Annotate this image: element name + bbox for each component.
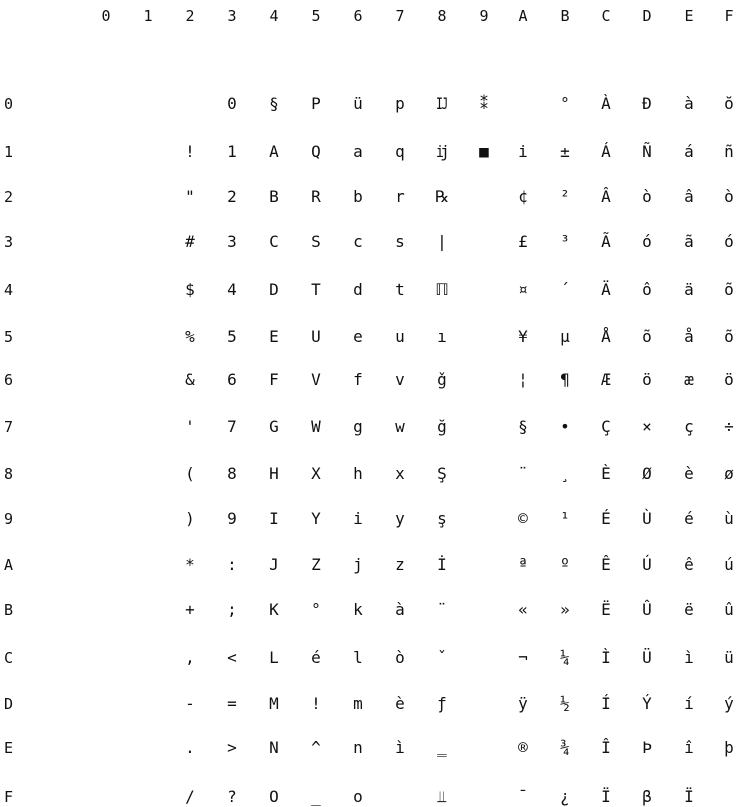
glyph-cell: Ø [642,464,652,483]
glyph-cell: » [560,600,570,619]
glyph-cell: Y [311,509,321,528]
column-header: 7 [395,7,405,25]
glyph-cell: Í [601,694,611,713]
glyph-cell [471,694,497,714]
glyph-cell: z [395,555,405,574]
glyph-cell: ! [185,142,195,161]
column-header: 8 [437,7,447,25]
glyph-cell: r [395,187,405,206]
glyph-cell: ¬ [518,648,528,667]
glyph-cell: j [353,555,363,574]
glyph-cell: F [269,370,279,389]
glyph-cell [471,187,497,207]
glyph-cell: Ú [642,555,652,574]
glyph-cell [471,327,497,347]
glyph-cell: J [269,555,279,574]
glyph-cell: İ [437,555,447,574]
glyph-cell: q [395,142,405,161]
glyph-cell: ù [724,509,734,528]
glyph-cell: ¼ [560,648,570,667]
glyph-cell [93,464,119,484]
glyph-cell: : [227,555,237,574]
glyph-cell: â [684,187,694,206]
glyph-cell [471,232,497,252]
glyph-cell: # [185,232,195,251]
glyph-cell: è [684,464,694,483]
glyph-cell: ò [395,648,405,667]
glyph-cell [716,787,742,807]
glyph-cell: 8 [227,464,237,483]
glyph-cell [93,327,119,347]
glyph-cell: e [353,327,363,346]
glyph-cell: 9 [227,509,237,528]
glyph-cell: Q [311,142,321,161]
glyph-cell: E [269,327,279,346]
glyph-cell: N [269,738,279,757]
glyph-cell: X [311,464,321,483]
glyph-cell: § [269,94,279,113]
row-header: F [4,788,14,806]
glyph-cell: 7 [227,417,237,436]
glyph-cell [471,555,497,575]
glyph-cell: R [311,187,321,206]
column-header: 5 [311,7,321,25]
glyph-cell: ° [311,600,321,619]
glyph-cell: v [395,370,405,389]
glyph-cell: - [185,694,195,713]
glyph-cell [135,600,161,620]
glyph-cell: ò [642,187,652,206]
glyph-cell [93,787,119,807]
glyph-cell: d [353,280,363,299]
glyph-cell [471,280,497,300]
glyph-cell: i [353,509,363,528]
glyph-cell: ó [724,232,734,251]
glyph-cell: | [437,232,447,251]
glyph-cell: H [269,464,279,483]
glyph-cell: ˇ [437,648,447,667]
glyph-cell: g [353,417,363,436]
glyph-cell: ⫫ [437,787,447,806]
glyph-cell: 5 [227,327,237,346]
glyph-cell: M [269,694,279,713]
glyph-cell: ö [724,370,734,389]
column-header: E [684,7,694,25]
column-header: D [642,7,652,25]
glyph-cell: ÿ [518,694,528,713]
glyph-cell [135,327,161,347]
glyph-cell [135,694,161,714]
glyph-cell: Ĳ [437,94,447,113]
glyph-cell: 3 [227,232,237,251]
glyph-cell: G [269,417,279,436]
glyph-cell: ö [642,370,652,389]
glyph-cell [510,94,536,114]
glyph-cell: 0 [227,94,237,113]
glyph-cell: « [518,600,528,619]
row-header: E [4,739,14,757]
glyph-cell: Þ [642,738,652,757]
glyph-cell [93,187,119,207]
glyph-cell: u [395,327,405,346]
glyph-cell: Ï [684,787,694,806]
glyph-cell: ñ [724,142,734,161]
glyph-cell: W [311,417,321,436]
glyph-cell: / [185,787,195,806]
glyph-cell: , [185,648,195,667]
glyph-cell: Ï [601,787,611,806]
glyph-cell: Æ [601,370,611,389]
glyph-cell: ó [642,232,652,251]
row-header: 4 [4,281,14,299]
row-header: 6 [4,371,14,389]
glyph-cell: Â [601,187,611,206]
glyph-cell: i [518,142,528,161]
glyph-cell [135,648,161,668]
glyph-cell [471,738,497,758]
glyph-cell [93,280,119,300]
glyph-cell: ℿ [435,280,449,299]
glyph-cell: ¸ [560,464,570,483]
column-header: 4 [269,7,279,25]
glyph-cell [471,648,497,668]
glyph-cell: Ì [601,648,611,667]
glyph-cell [135,232,161,252]
glyph-cell: x [395,464,405,483]
glyph-cell: ; [227,600,237,619]
row-header: 5 [4,328,14,346]
glyph-cell: ë [684,600,694,619]
glyph-cell [471,417,497,437]
row-header: 1 [4,143,14,161]
glyph-cell: S [311,232,321,251]
glyph-cell: . [185,738,195,757]
glyph-cell: í [684,694,694,713]
glyph-cell: ¿ [560,787,570,806]
glyph-cell: = [227,694,237,713]
glyph-cell: ú [724,555,734,574]
row-header: C [4,649,14,667]
row-header: 2 [4,188,14,206]
glyph-cell [471,370,497,390]
glyph-cell: Ü [642,648,652,667]
glyph-cell: Û [642,600,652,619]
glyph-cell: ¾ [560,738,570,757]
glyph-cell: þ [724,738,734,757]
glyph-cell [93,648,119,668]
glyph-cell: & [185,370,195,389]
glyph-cell: ¹ [560,509,570,528]
glyph-cell: É [601,509,611,528]
glyph-cell: Ã [601,232,611,251]
glyph-cell: à [684,94,694,113]
glyph-cell: × [642,417,652,436]
glyph-cell: V [311,370,321,389]
glyph-cell: ĳ [437,142,447,161]
glyph-cell [471,509,497,529]
glyph-cell: B [269,187,279,206]
glyph-cell: § [518,417,528,436]
glyph-cell [135,187,161,207]
glyph-cell: 4 [227,280,237,299]
glyph-cell: ǧ [437,370,447,389]
row-header: 7 [4,418,14,436]
glyph-cell: w [395,417,405,436]
glyph-cell: ⁑ [480,94,488,113]
glyph-cell: f [353,370,363,389]
glyph-cell [135,464,161,484]
glyph-cell: ¨ [437,600,447,619]
glyph-cell: 1 [227,142,237,161]
row-header: 8 [4,465,14,483]
glyph-cell: D [269,280,279,299]
column-header: 6 [353,7,363,25]
column-header: 9 [479,7,489,25]
glyph-cell: ¤ [518,280,528,299]
column-header: C [601,7,611,25]
glyph-cell: ü [353,94,363,113]
glyph-cell: Ù [642,509,652,528]
glyph-cell: A [269,142,279,161]
glyph-cell: k [353,600,363,619]
glyph-cell: È [601,464,611,483]
glyph-cell: < [227,648,237,667]
glyph-cell: à [395,600,405,619]
glyph-cell: ý [724,694,734,713]
glyph-cell: Ä [601,280,611,299]
glyph-cell [93,94,119,114]
glyph-cell: ä [684,280,694,299]
row-header: 3 [4,233,14,251]
glyph-cell: T [311,280,321,299]
glyph-cell [93,509,119,529]
glyph-cell: ® [518,738,528,757]
row-header: B [4,601,14,619]
glyph-cell: • [560,417,570,436]
glyph-cell: ² [560,187,570,206]
glyph-cell: ç [684,417,694,436]
glyph-cell [135,142,161,162]
glyph-cell: " [185,187,195,206]
glyph-cell [93,738,119,758]
glyph-cell: Ë [601,600,611,619]
glyph-cell: á [684,142,694,161]
glyph-cell: L [269,648,279,667]
column-header: 0 [101,7,111,25]
column-header: B [560,7,570,25]
glyph-cell [177,94,203,114]
glyph-cell [135,509,161,529]
glyph-cell: b [353,187,363,206]
glyph-cell: * [185,555,195,574]
glyph-cell [135,280,161,300]
glyph-cell: m [353,694,363,713]
glyph-cell: £ [518,232,528,251]
glyph-cell: ğ [437,417,447,436]
glyph-cell: 2 [227,187,237,206]
glyph-cell: ã [684,232,694,251]
glyph-cell: ° [560,94,570,113]
column-header: 1 [143,7,153,25]
glyph-cell: ^ [311,738,321,757]
glyph-cell [135,787,161,807]
glyph-cell: Ş [437,464,447,483]
glyph-cell: y [395,509,405,528]
glyph-cell: å [684,327,694,346]
glyph-cell: û [724,600,734,619]
glyph-cell: s [395,232,405,251]
glyph-cell: n [353,738,363,757]
glyph-cell: Î [601,738,611,757]
glyph-cell: ´ [560,280,570,299]
glyph-cell [93,694,119,714]
glyph-cell: $ [185,280,195,299]
glyph-cell: ' [185,417,195,436]
glyph-cell: P [311,94,321,113]
glyph-cell: ª [518,555,528,574]
glyph-cell [93,142,119,162]
glyph-cell: ‗ [437,738,447,757]
glyph-cell [93,600,119,620]
glyph-cell: ½ [560,694,570,713]
glyph-cell: é [311,648,321,667]
glyph-cell [387,787,413,807]
glyph-cell: ì [684,648,694,667]
glyph-cell: O [269,787,279,806]
glyph-cell: ■ [479,142,489,161]
glyph-cell: õ [724,280,734,299]
glyph-cell: µ [560,327,570,346]
row-header: D [4,695,14,713]
glyph-cell: β [642,787,652,806]
glyph-cell [471,787,497,807]
glyph-cell: © [518,509,528,528]
glyph-cell: l [353,648,363,667]
glyph-cell: o [353,787,363,806]
glyph-cell [93,370,119,390]
glyph-cell: ÷ [724,417,734,436]
glyph-cell: õ [642,327,652,346]
glyph-cell: Đ [642,94,652,113]
glyph-cell: õ [724,327,734,346]
glyph-cell: Ñ [642,142,652,161]
glyph-cell: À [601,94,611,113]
glyph-cell [93,555,119,575]
glyph-cell: _ [311,787,321,806]
glyph-cell: ³ [560,232,570,251]
glyph-cell: ! [311,694,321,713]
glyph-cell: ) [185,509,195,528]
glyph-cell: ¶ [560,370,570,389]
glyph-cell: é [684,509,694,528]
glyph-cell: ¦ [518,370,528,389]
glyph-cell: ò [724,187,734,206]
glyph-cell: c [353,232,363,251]
glyph-cell: U [311,327,321,346]
glyph-cell: ¢ [518,187,528,206]
glyph-cell: ì [395,738,405,757]
glyph-cell: ê [684,555,694,574]
glyph-cell: p [395,94,405,113]
glyph-cell: Á [601,142,611,161]
glyph-cell: º [560,555,570,574]
glyph-cell: ℞ [434,187,450,206]
glyph-cell: ± [560,142,570,161]
glyph-cell: % [185,327,195,346]
glyph-cell: K [269,600,279,619]
glyph-cell [135,738,161,758]
glyph-cell: è [395,694,405,713]
glyph-cell [135,555,161,575]
glyph-cell: h [353,464,363,483]
glyph-cell: I [269,509,279,528]
glyph-cell [135,417,161,437]
column-header: 2 [185,7,195,25]
glyph-cell: ¯ [518,787,528,806]
glyph-cell: ¨ [518,464,528,483]
glyph-cell: C [269,232,279,251]
glyph-cell: æ [684,370,694,389]
column-header: 3 [227,7,237,25]
glyph-cell: t [395,280,405,299]
glyph-cell: Å [601,327,611,346]
glyph-cell [135,94,161,114]
glyph-cell: Ê [601,555,611,574]
glyph-cell: ı [437,327,447,346]
glyph-cell: a [353,142,363,161]
glyph-cell [135,370,161,390]
column-header: F [724,7,734,25]
glyph-cell: + [185,600,195,619]
column-header: A [518,7,528,25]
glyph-cell: 6 [227,370,237,389]
glyph-cell: ( [185,464,195,483]
row-header: A [4,556,14,574]
glyph-cell: ŏ [724,94,734,113]
glyph-cell [93,232,119,252]
glyph-cell: ô [642,280,652,299]
glyph-cell: ¥ [518,327,528,346]
glyph-cell: î [684,738,694,757]
glyph-cell: Ý [642,694,652,713]
glyph-cell [93,417,119,437]
glyph-cell: Ç [601,417,611,436]
glyph-cell: Z [311,555,321,574]
glyph-cell [471,464,497,484]
row-header: 9 [4,510,14,528]
glyph-cell: ü [724,648,734,667]
glyph-cell [471,600,497,620]
glyph-cell: ş [437,509,447,528]
glyph-cell: > [227,738,237,757]
glyph-cell: ? [227,787,237,806]
glyph-cell: ƒ [437,694,447,713]
row-header: 0 [4,95,14,113]
glyph-cell: ø [724,464,734,483]
